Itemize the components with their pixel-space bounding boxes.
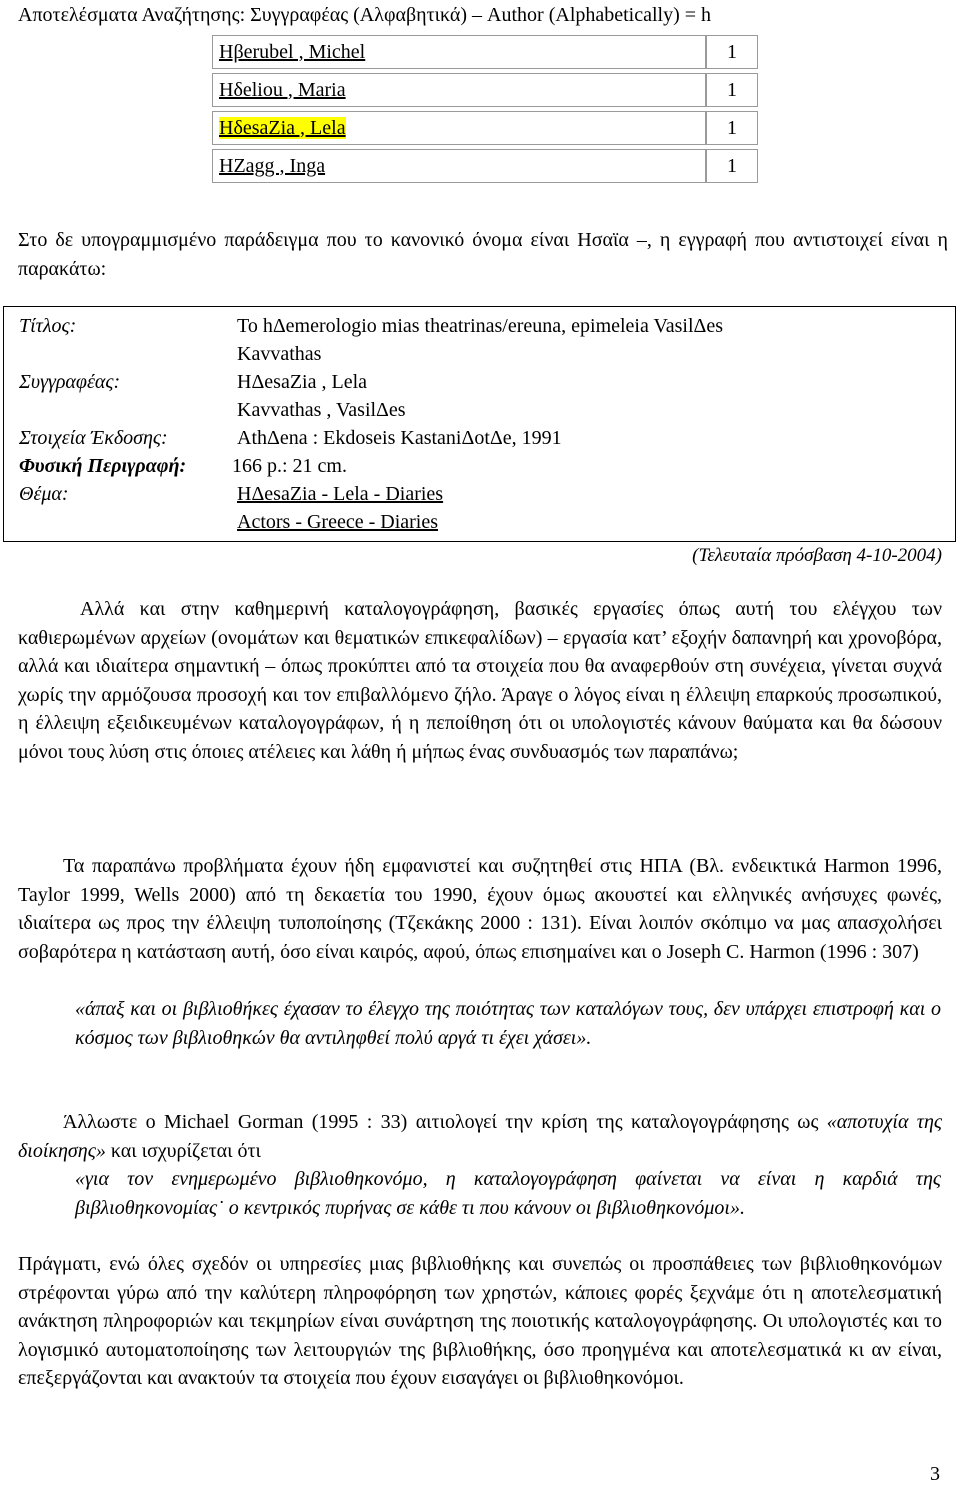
subject-link[interactable]: Actors - Greece - Diaries: [237, 511, 439, 533]
author-value: ΗΔesaZia , Lela: [237, 371, 368, 393]
publication-label: Στοιχεία Έκδοσης:: [19, 427, 168, 449]
results-table: [212, 31, 758, 187]
table-row[interactable]: [212, 111, 758, 145]
subject-link[interactable]: ΗΔesaZia - Lela - Diaries: [237, 483, 444, 505]
physical-description-label: Φυσική Περιγραφή:: [19, 455, 187, 477]
result-count: 1: [706, 111, 758, 145]
body-paragraph: [18, 1108, 942, 1165]
block-quote: «για τον ενημερωμένο βιβλιοθηκονόμο, η καταλογογράφηση φαίνεται να είναι η καρδιά της βιβλιοθηκονομίας˙ ο κεντρικός πυρήνας σε κάθε τι που κάνουν οι βιβλιοθηκονόμοι».: [75, 1168, 941, 1219]
body-paragraph: Τα παραπάνω προβλήματα έχουν ήδη εμφανιστεί και συζητηθεί στις ΗΠΑ (Βλ. ενδεικτικά Harmon 1996, Taylor 1999, Wells 2000) από τη δεκαετία του 1990, έχουν όμως ακουστεί και ελληνικές ανήσυχες φωνές, ιδιαίτερα ως προς την έλλειψη τυποποίησης (Τζεκάκης 2000 : 131). Είναι λοιπόν σκόπιμο να μας απασχολήσει σοβαρότερα η κατάσταση αυτή, όσο είναι καιρός, αφού, όπως επισημαίνει και ο Joseph C. Harmon (1996 : 307): [18, 855, 942, 963]
page-number: 3: [930, 1463, 940, 1485]
title-value: To hΔemerologio mias theatrinas/ereuna, epimeleia VasilΔes: [237, 315, 724, 337]
last-access-note: (Τελευταία πρόσβαση 4-10-2004): [692, 545, 942, 566]
publication-value: AthΔena : Ekdoseis KastaniΔotΔe, 1991: [237, 427, 562, 449]
catalog-record: [3, 306, 956, 542]
result-count: 1: [706, 149, 758, 183]
body-paragraph: Αλλά και στην καθημερινή καταλογογράφηση, βασικές εργασίες όπως αυτή του ελέγχου των καθιερωμένων αρχείων (ονομάτων και θεματικών επικεφαλίδων) – εργασία κατ’ εξοχήν δαπανηρή και χρονοβόρα, αλλά και ιδιαίτερα σημαντική – όπως προκύπτει από τα στοιχεία που θα αναφερθούν στη συνέχεια, γίνεται συχνά χωρίς την αρμόζουσα προσοχή και τον επιβαλλόμενο ζήλο. Άραγε ο λόγος είναι η έλλειψη επαρκούς προσωπικού, η έλλειψη εξειδικευμένων καταλογογράφων, ή η πεποίθηση ότι οι υπολογιστές κάνουν θαύματα και θα δώσουν μόνοι τους λύση στις όποιες ατέλειες και λάθη ή μήπως ένας συνδυασμός των παραπάνω;: [18, 598, 942, 763]
physical-description-value: 166 p.: 21 cm.: [232, 455, 347, 477]
intro-paragraph: Στο δε υπογραμμισμένο παράδειγμα που το κανονικό όνομα είναι Ησαϊα –, η εγγραφή που αντιστοιχεί είναι η παρακάτω:: [18, 229, 948, 280]
search-results-heading: Αποτελέσματα Αναζήτησης: Συγγραφέας (Αλφαβητικά) – Author (Alphabetically) = h: [18, 4, 712, 26]
table-row[interactable]: [212, 73, 758, 107]
subject-label: Θέμα:: [19, 483, 69, 505]
body-paragraph: Πράγματι, ενώ όλες σχεδόν οι υπηρεσίες μιας βιβλιοθήκης και συνεπώς οι προσπάθειες των βιβλιοθηκονόμων στρέφονται γύρω από την καλύτερη πληροφόρηση των χρηστών, κάποιες φορές ξεχνάμε ότι η αποτελεσματική ανάκτηση πληροφοριών και τεκμηρίων είναι συνάρτηση της ποιοτικής καταλογογράφησης. Οι υπολογιστές και το λογισμικό αυτοματοποίησης των λειτουργιών της βιβλιοθήκης, όσο προηγμένα και αποτελεσματικά κι αν είναι, επεξεργάζονται και ανακτούν τα στοιχεία που έχουν εισαγάγει οι βιβλιοθηκονόμοι.: [18, 1253, 942, 1389]
result-author-name[interactable]: Ηδeliou , Maria: [212, 73, 706, 107]
result-author-name[interactable]: HZagg , Inga: [212, 149, 706, 183]
body-text: και ισχυρίζεται ότι: [110, 1139, 261, 1162]
result-author-name-highlighted[interactable]: ΗδesaZia , Lela: [212, 111, 706, 145]
block-quote: «άπαξ και οι βιβλιοθήκες έχασαν το έλεγχο της ποιότητας των καταλόγων τους, δεν υπάρχει επιστροφή και ο κόσμος των βιβλιοθηκών θα αντιληφθεί πολύ αργά τι έχει χάσει».: [75, 998, 941, 1049]
emphasis-text: «αποτυχία της διοίκησης»: [18, 1111, 943, 1162]
result-count: 1: [706, 35, 758, 69]
title-label: Τίτλος:: [19, 315, 77, 337]
author-label: Συγγραφέας:: [19, 371, 121, 393]
title-value-cont: Kavvathas: [237, 343, 322, 365]
result-author-name[interactable]: Ηβerubel , Michel: [212, 35, 706, 69]
body-text: Άλλωστε ο Michael Gorman (1995 : 33) αιτιολογεί την κρίση της καταλογογράφησης ως: [63, 1111, 819, 1133]
result-count: 1: [706, 73, 758, 107]
table-row[interactable]: [212, 35, 758, 69]
added-author-value: Kavvathas , VasilΔes: [237, 399, 406, 421]
table-row[interactable]: [212, 149, 758, 183]
